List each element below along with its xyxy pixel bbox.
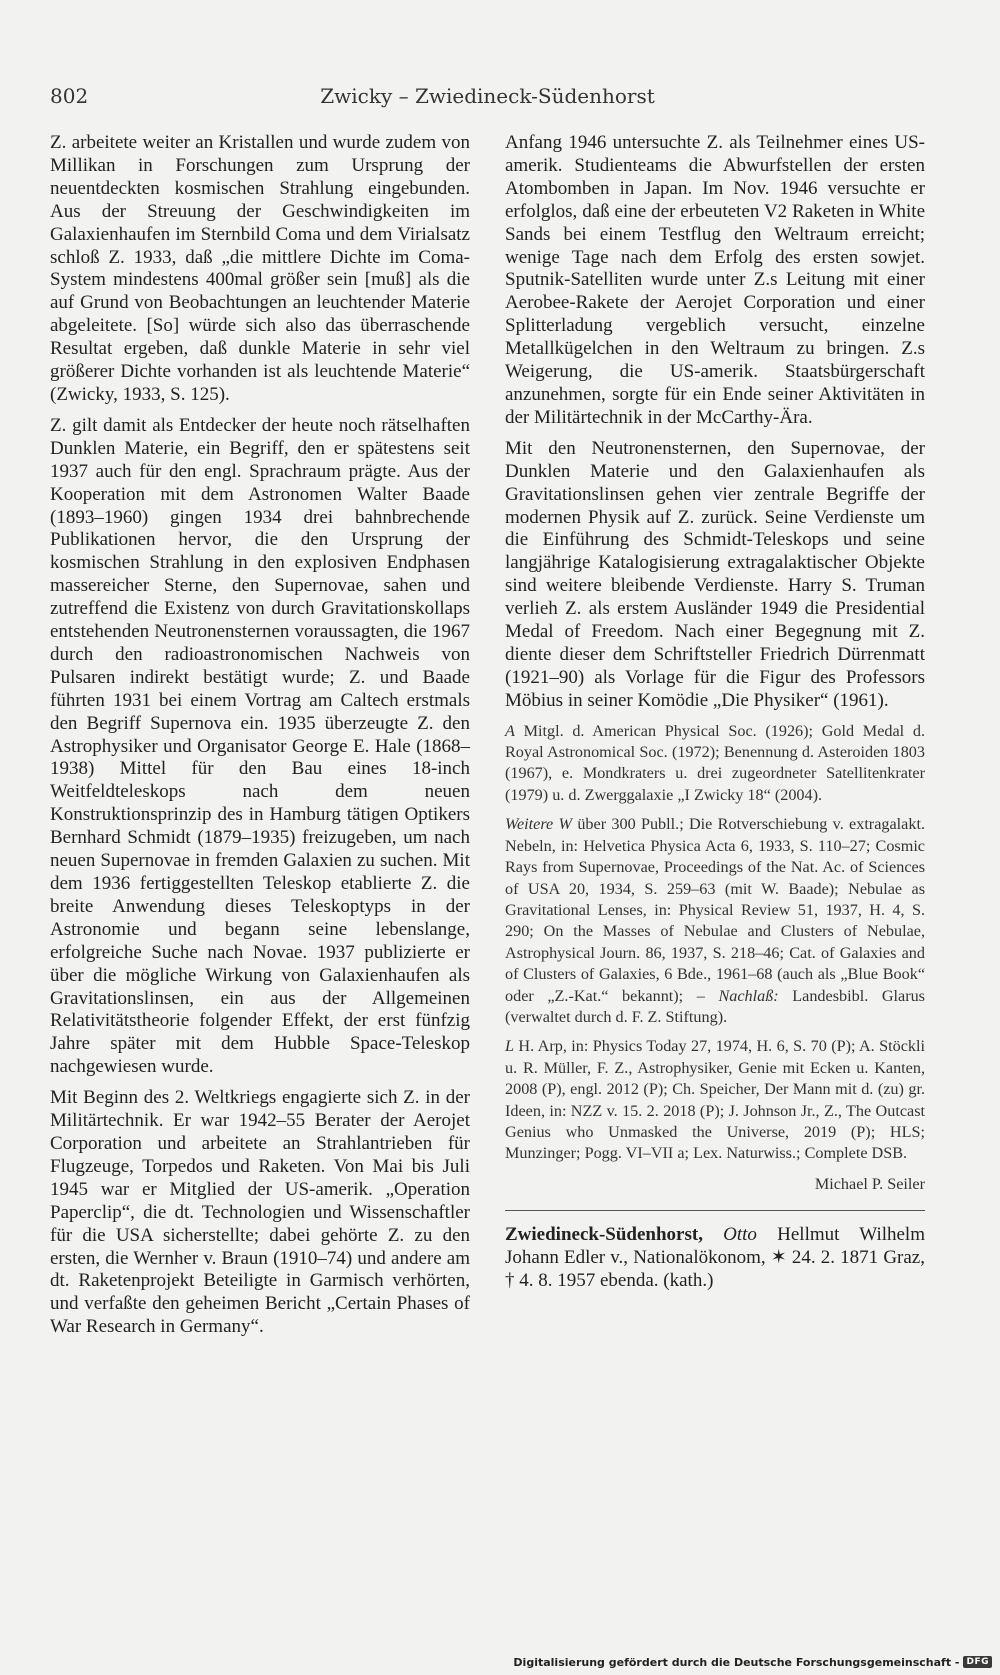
paragraph: Mit Beginn des 2. Weltkriegs engagierte sich Z. in der Militärtechnik. Er war 1942–55 Berater der Aerojet Corporation und arbeitete an Strahlantrieben für Flugzeuge, Torpedos und Raketen. Von Mai bis Juli 1945 war er Mitglied der US-amerik. „Operation Paperclip“, die dt. Technologien und Wissenschaftler für die USA sicherstellte; dabei gehörte Z. zu den ersten, die Wernher v. Braun (1910–74) und andere am dt. Raketenprojekt Beteiligte in Garmisch verhörten, und verfaßte den geheimen Bericht „Certain Phases of War Research in Germany“. [50,1087,470,1338]
nachlass-text: Landesbibl. Glarus (verwaltet durch d. F. Z. Stiftung). [505,986,925,1026]
right-column [505,132,925,1292]
digitization-footer [513,1653,992,1671]
left-column [50,132,470,1347]
works-paragraph [505,814,925,1028]
paragraph: Mit den Neutronensternen, den Supernovae, der Dunklen Materie und den Galaxienhaufen als Gravitationslinsen gehen vier zentrale Begriffe der modernen Physik auf Z. zurück. Seine Verdienste um die Einführung des Schmidt-Teleskops und seine langjährige Katalogisierung extragalaktischer Objekte sind weitere bleibende Verdienste. Harry S. Truman verlieh Z. als erstem Ausländer 1949 die Presidential Medal of Freedom. Nach einer Begegnung mit Z. diente dieser dem Schriftsteller Friedrich Dürrenmatt (1921–90) als Vorlage für die Figur des Professors Möbius in seiner Komödie „Die Physiker“ (1961). [505,437,925,711]
literature-label: L [505,1037,515,1056]
paragraph: Z. arbeitete weiter an Kristallen und wurde zudem von Millikan in Forschungen zum Ursprung der neuentdeckten kosmischen Strahlung eingebunden. Aus der Streuung der Geschwindigkeiten im Galaxienhaufen im Sternbild Coma und dem Virialsatz schloß Z. 1933, daß „die mittlere Dichte im Coma-System mindestens 400mal größer sein [muß] als die auf Grund von Beobachtungen an leuchtender Materie abgeleitete. [So] würde sich also das überraschende Resultat ergeben, daß dunkle Materie in sehr viel größerer Dichte vorhanden ist als leuchtende Materie“ (Zwicky, 1933, S. 125). [50,132,470,405]
nachlass-label: Nachlaß: [718,986,779,1005]
page-header [50,84,925,114]
reference-section [505,721,925,1165]
author-signature: Michael P. Seiler [814,1174,925,1193]
literature-paragraph [505,1036,925,1164]
next-entry [505,1223,925,1292]
entry-divider [505,1210,925,1211]
literature-text: H. Arp, in: Physics Today 27, 1974, H. 6, S. 70 (P); A. Stöckli u. R. Müller, F. Z., Astrophysiker, Genie mit Ecken u. Kanten, 2008 (P), engl. 2012 (P); Ch. Speicher, Der Mann mit d. (zu) gr. Ideen, in: NZZ v. 15. 2. 2018 (P); J. Johnson Jr., Z., The Outcast Genius who Unmasked the Universe, 2019 (P); HLS; Munzinger; Pogg. VI–VII a; Lex. Naturwiss.; Complete DSB. [505,1037,925,1163]
awards-text: Mitgl. d. American Physical Soc. (1926); Gold Medal d. Royal Astronomical Soc. (1972); Benennung d. Asteroiden 1803 (1967), e. Mondkraters u. drei zugeordneter Satellitenkrater (1979) u. d. Zwerggalaxie „I Zwicky 18“ (2004). [505,721,925,804]
next-entry-rest: Hellmut Wilhelm Johann Edler v., Nationalökonom, ✶ 24. 2. 1871 Graz, † 4. 8. 1957 ebenda. (kath.) [505,1223,925,1291]
paragraph: Anfang 1946 untersuchte Z. als Teilnehmer eines US-amerik. Studienteams die Abwurfstellen der ersten Atombomben in Japan. Im Nov. 1946 versuchte er erfolglos, daß eine der erbeuteten V2 Raketen in White Sands bei einem Testflug den Weltraum erreicht; wenige Tage nach dem Erfolg des ersten sowjet. Sputnik-Satelliten wurde unter Z.s Leitung mit einer Aerobee-Rakete der Aerojet Corporation und einer Splitterladung vergeblich versucht, einzelne Metallkügelchen in den Weltraum zu bringen. Z.s Weigerung, die US-amerik. Staatsbürgerschaft anzunehmen, sorgte für ein Ende seiner Aktivitäten in der Militärtechnik in der McCarthy-Ära. [505,132,925,428]
dfg-logo: DFG [963,1656,992,1668]
works-text: über 300 Publl.; Die Rotverschiebung v. extragalakt. Nebeln, in: Helvetica Physica Acta 6, 1933, S. 110–27; Cosmic Rays from Supernovae, Proceedings of the Nat. Ac. of Sciences of USA 20, 1934, S. 259–63 (mit W. Baade); Nebulae as Gravitational Lenses, in: Physical Review 51, 1937, H. 4, S. 290; On the Masses of Nebulae and Clusters of Nebulae, Astrophysical Journ. 86, 1937, S. 218–46; Cat. of Galaxies and of Clusters of Galaxies, 6 Bde., 1961–68 (auch als „Blue Book“ oder „Z.-Kat.“ bekannt); – [505,815,925,1005]
works-label: Weitere W [505,815,573,834]
page-number: 802 [50,84,89,108]
awards-label: A [505,721,515,740]
next-entry-name: Zwiedineck-Südenhorst, [505,1223,703,1245]
awards-paragraph [505,721,925,807]
next-entry-first-name: Otto [723,1223,757,1245]
paragraph: Z. gilt damit als Entdecker der heute noch rätselhaften Dunklen Materie, ein Begriff, den er spätestens seit 1937 auch für den engl. Sprachraum prägte. Aus der Kooperation mit dem Astronomen Walter Baade (1893–1960) gingen 1934 drei bahnbrechende Publikationen hervor, die den Ursprung der kosmischen Strahlung in den explosiven Endphasen massereicher Sterne, den Supernovae, sahen und zutreffend die Existenz von durch Gravitationskollaps entstehenden Neutronensternen voraussagten, die 1967 durch den radioastronomischen Nachweis von Pulsaren indirekt bestätigt wurde; Z. und Baade führten 1931 bei einem Vortrag am Caltech erstmals den Begriff Supernova ein. 1935 überzeugte Z. den Astrophysiker und Organisator George E. Hale (1868–1938) Mittel für den Bau eines 18-inch Weitfeldteleskops nach dem neuen Konstruktionsprinzip des in Hamburg tätigen Optikers Bernhard Schmidt (1879–1935) freizugeben, um nach neuen Supernovae in fremden Galaxien zu suchen. Mit dem 1936 fertiggestellten Teleskop etablierte Z. die breite Anwendung dieses Teleskoptyps in der Astronomie und begann seine lebenslange, erfolgreiche Suche nach Novae. 1937 publizierte er über die mögliche Wirkung von Galaxienhaufen als Gravitationslinsen, ein aus der Allgemeinen Relativitätstheorie folgender Effekt, der erst fünfzig Jahre später mit dem Hubble Space-Teleskop nachgewiesen wurde. [50,414,470,1078]
footer-text: Digitalisierung gefördert durch die Deutsche Forschungsgemeinschaft - [513,1655,960,1669]
running-title: Zwicky – Zwiedineck-Südenhorst [320,84,655,108]
